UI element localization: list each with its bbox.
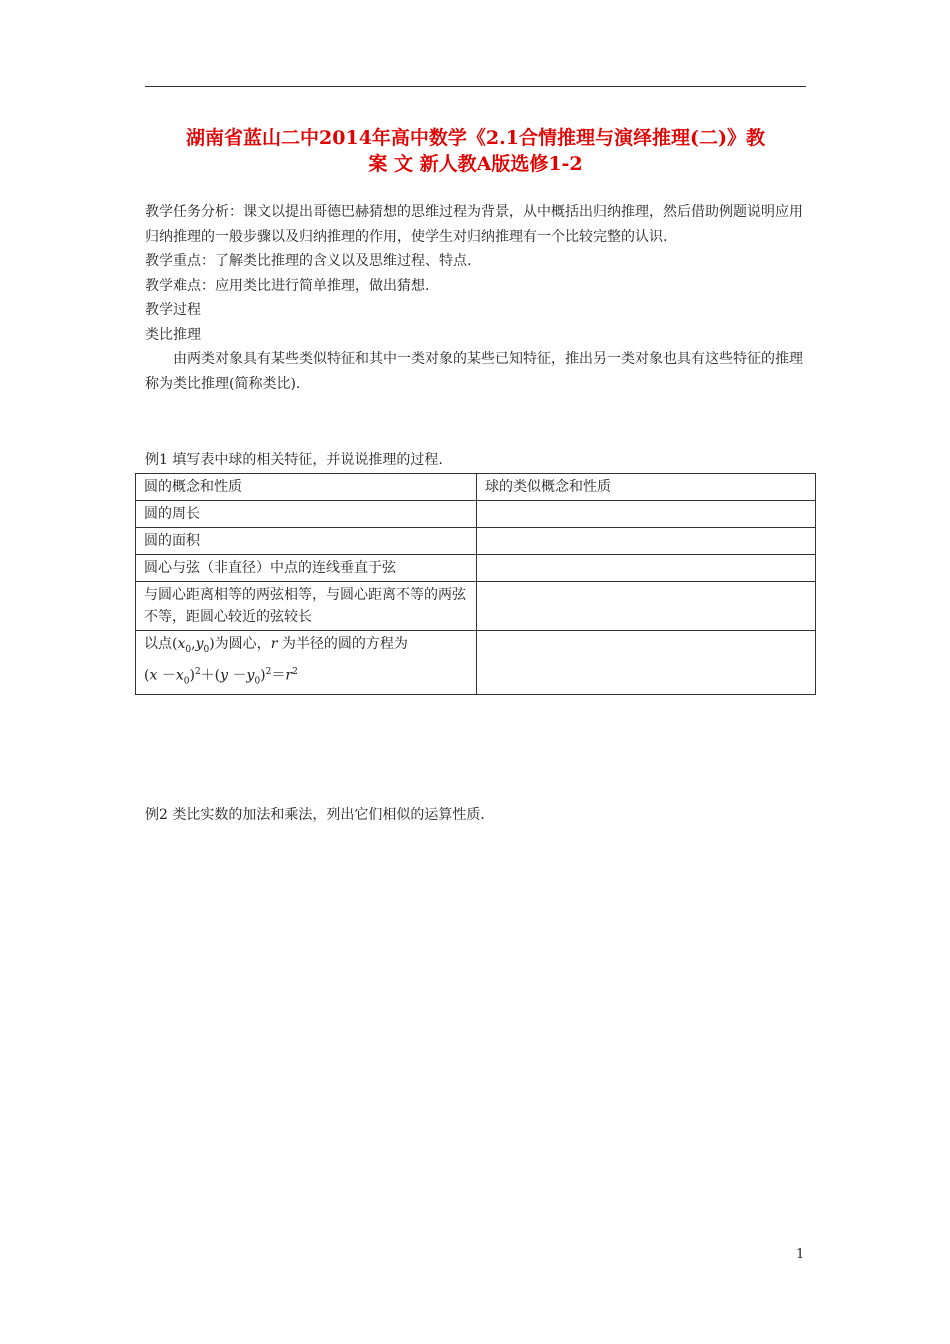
difficulty: 教学难点：应用类比进行简单推理，做出猜想.	[145, 277, 430, 294]
table-row	[136, 528, 816, 555]
header-sphere: 球的类似概念和性质	[477, 474, 816, 501]
key-point: 教学重点：了解类比推理的含义以及思维过程、特点.	[145, 253, 472, 269]
lesson-body	[145, 200, 810, 396]
equation-cell	[136, 631, 477, 695]
document-title	[140, 125, 811, 177]
example1-caption: 例1 填写表中球的相关特征，并说说推理的过程.	[145, 452, 443, 468]
equation-line-1: 以点$(x_0,y_0)$为圆心，r 为半径的圆的方程为	[144, 636, 408, 655]
table-cell: 与圆心距离相等的两弦相等，与圆心距离不等的两弦不等，距圆心较近的弦较长	[136, 582, 477, 631]
answer-cell[interactable]	[477, 501, 816, 528]
table-header-row	[136, 474, 816, 501]
table-row	[136, 631, 816, 695]
comparison-table	[135, 473, 816, 695]
table-row	[136, 555, 816, 582]
answer-cell[interactable]	[477, 631, 816, 695]
table-cell: 圆的面积	[136, 528, 477, 555]
section-heading: 类比推理	[145, 326, 201, 343]
header-circle: 圆的概念和性质	[136, 474, 477, 501]
example2-text: 例2 类比实数的加法和乘法，列出它们相似的运算性质.	[145, 807, 485, 823]
answer-cell[interactable]	[477, 555, 816, 582]
title-line-2: 案 文 新人教A版选修1-2	[368, 153, 583, 175]
table-cell: 圆的周长	[136, 501, 477, 528]
header-rule	[145, 86, 806, 87]
equation-line-2: $(x -x_0)^2+(y -y_0)^2=r^2$	[144, 666, 298, 687]
process-heading: 教学过程	[145, 302, 201, 318]
answer-cell[interactable]	[477, 582, 816, 631]
table-row	[136, 501, 816, 528]
title-line-1: 湖南省蓝山二中2014年高中数学《2.1合情推理与演绎推理(二)》教	[186, 127, 765, 149]
answer-cell[interactable]	[477, 528, 816, 555]
task-analysis: 教学任务分析：课文以提出哥德巴赫猜想的思维过程为背景，从中概括出归纳推理，然后借助例题说明应用归纳推理的一般步骤以及归纳推理的作用，使学生对归纳推理有一个比较完整的认识.	[145, 204, 803, 245]
definition-paragraph: 由两类对象具有某些类似特征和其中一类对象的某些已知特征，推出另一类对象也具有这些特征的推理称为类比推理(简称类比).	[145, 351, 803, 392]
table-row	[136, 582, 816, 631]
table-cell: 圆心与弦（非直径）中点的连线垂直于弦	[136, 555, 477, 582]
page-number: 1	[796, 1247, 805, 1262]
